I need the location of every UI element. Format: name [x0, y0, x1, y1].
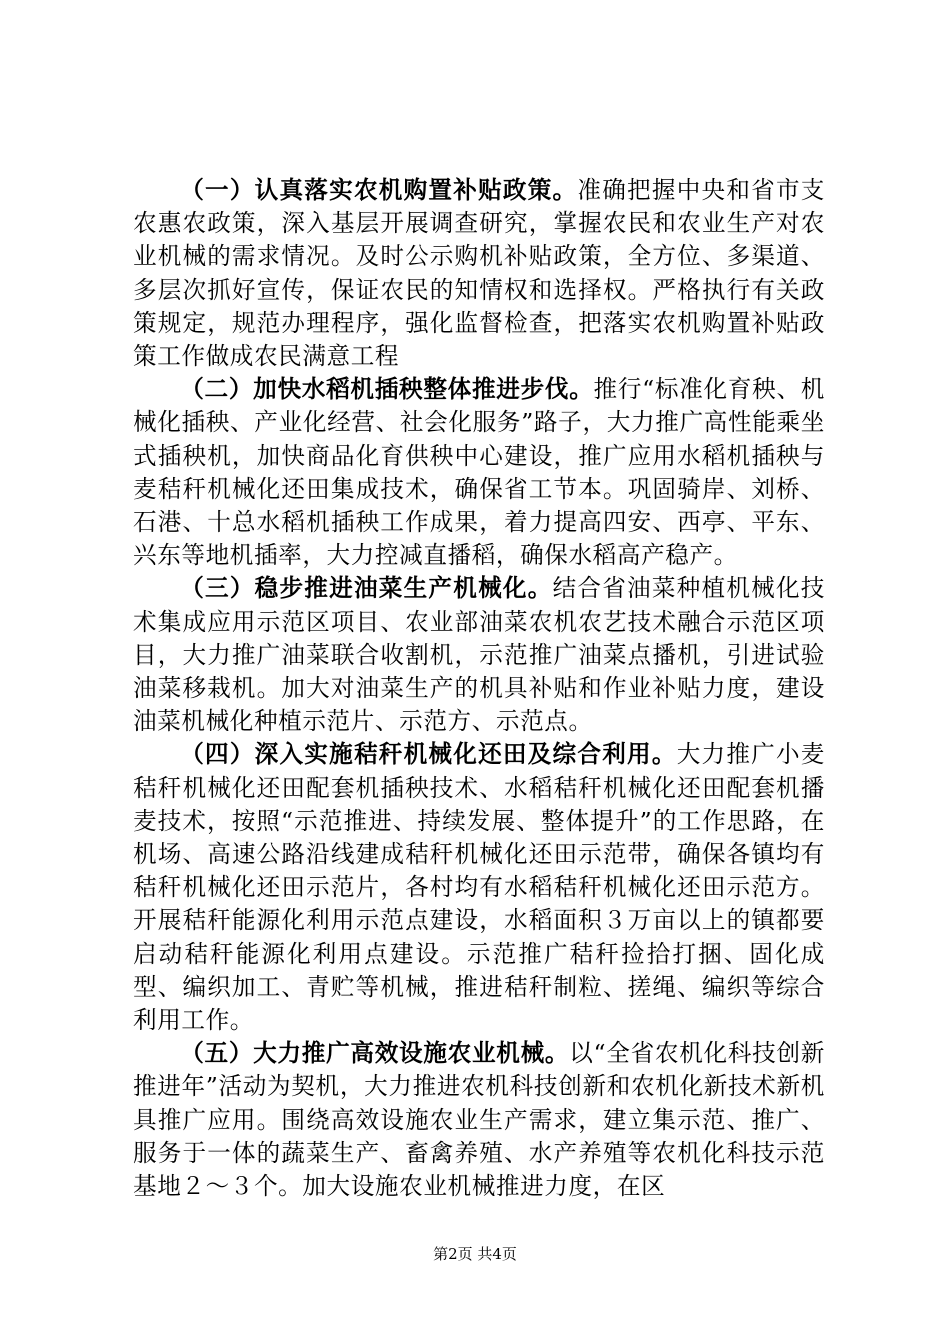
- paragraph-4: [133, 738, 825, 1037]
- paragraph-heading: （二）加快水稻机插秧整体推进步伐。: [180, 375, 594, 404]
- paragraph-heading: （一）认真落实农机购置补贴政策。: [180, 176, 578, 204]
- paragraph-heading: （三）稳步推进油菜生产机械化。: [180, 574, 553, 603]
- paragraph-2: [133, 373, 825, 572]
- paragraph-text: 推行“标准化育秧、机械化插秧、产业化经营、社会化服务”路子，大力推广高性能乘坐式插秧机，加快商品化育供秧中心建设，推广应用水稻机插秧与麦秸秆机械化还田集成技术，确保省工节本。巩固骑岸、刘桥、石港、十总水稻机插秧工作成果，着力提高四安、西亭、平东、兴东等地机插率，大力控减直播稻，确保水稻高产稳产。: [133, 375, 825, 570]
- paragraph-text: 结合省油菜种植机械化技术集成应用示范区项目、农业部油菜农机农艺技术融合示范区项目，大力推广油菜联合收割机，示范推广油菜点播机，引进试验油菜移栽机。加大对油菜生产的机具补贴和作业补贴力度，建设油菜机械化种植示范片、示范方、示范点。: [133, 574, 825, 736]
- paragraph-text: 大力推广小麦秸秆机械化还田配套机插秧技术、水稻秸秆机械化还田配套机播麦技术，按照“示范推进、持续发展、整体提升”的工作思路，在机场、高速公路沿线建成秸秆机械化还田示范带，确保各镇均有秸秆机械化还田示范片，各村均有水稻秸秆机械化还田示范方。开展秸秆能源化利用示范点建设，水稻面积３万亩以上的镇都要启动秸秆能源化利用点建设。示范推广秸秆捡拾打捆、固化成型、编织加工、青贮等机械，推进秸秆制粒、搓绳、编织等综合利用工作。: [133, 740, 826, 1035]
- page-number: 第2页 共4页: [433, 1245, 517, 1263]
- page-footer: [0, 1244, 950, 1264]
- paragraph-5: [133, 1037, 825, 1203]
- paragraph-heading: （五）大力推广高效设施农业机械。: [180, 1039, 570, 1068]
- paragraph-3: [133, 572, 825, 738]
- document-body: [133, 174, 825, 1203]
- paragraph-1: [133, 174, 825, 373]
- paragraph-heading: （四）深入实施秸秆机械化还田及综合利用。: [180, 740, 677, 769]
- paragraph-text: 以“全省农机化科技创新推进年”活动为契机，大力推进农机科技创新和农机化新技术新机具推广应用。围绕高效设施农业生产需求，建立集示范、推广、服务于一体的蔬菜生产、畜禽养殖、水产养殖等农机化科技示范基地２～３个。加大设施农业机械推进力度，在区: [133, 1039, 825, 1201]
- paragraph-text: 准确把握中央和省市支农惠农政策，深入基层开展调查研究，掌握农民和农业生产对农业机械的需求情况。及时公示购机补贴政策，全方位、多渠道、多层次抓好宣传，保证农民的知情权和选择权。严格执行有关政策规定，规范办理程序，强化监督检查，把落实农机购置补贴政策工作做成农民满意工程: [133, 176, 826, 371]
